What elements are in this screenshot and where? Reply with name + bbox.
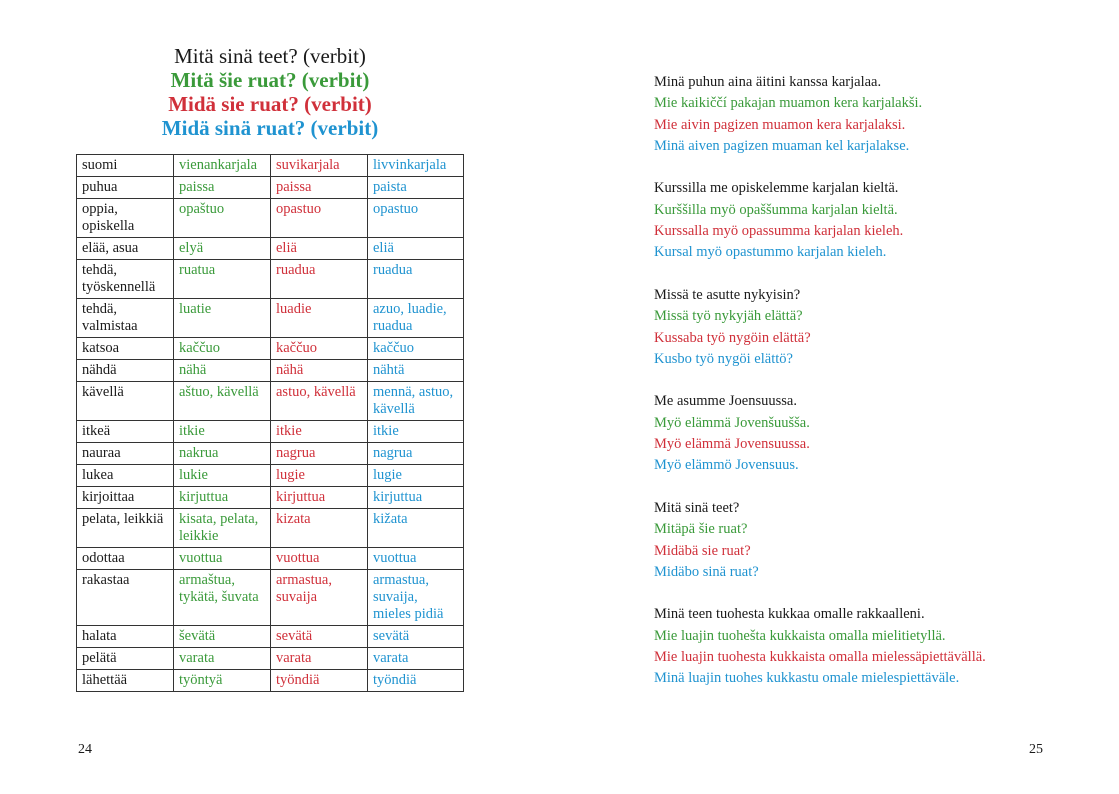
- table-row: [77, 648, 464, 670]
- cell-livvinkarjala: varata: [368, 648, 464, 670]
- cell-suomi: tehdä, valmistaa: [77, 299, 174, 338]
- sentence-finnish: Mitä sinä teet?: [654, 499, 740, 516]
- sentence-finnish: Missä te asutte nykyisin?: [654, 286, 801, 303]
- sentence-suvikarjala: Mie luajin tuohesta kukkaista omalla mielessäpiettävällä.: [654, 649, 986, 666]
- cell-suvikarjala: opastuo: [271, 199, 368, 238]
- sentence-suvikarjala: Midäbä sie ruat?: [654, 542, 751, 559]
- verb-table: [76, 154, 464, 692]
- cell-livvinkarjala: lugie: [368, 465, 464, 487]
- sentence-livvinkarjala: Minä aiven pagizen muaman kel karjalakse.: [654, 137, 910, 154]
- table-row: [77, 626, 464, 648]
- cell-vienankarjala: työntyä: [174, 670, 271, 692]
- cell-suomi: puhua: [77, 177, 174, 199]
- cell-livvinkarjala: paista: [368, 177, 464, 199]
- sentence-group: [654, 285, 1094, 370]
- header-cell-vienankarjala: vienankarjala: [174, 155, 271, 177]
- cell-livvinkarjala: azuo, luadie, ruadua: [368, 299, 464, 338]
- cell-suomi: lähettää: [77, 670, 174, 692]
- cell-vienankarjala: elyä: [174, 238, 271, 260]
- table-row: [77, 487, 464, 509]
- table-row: [77, 465, 464, 487]
- sentence-group: [654, 604, 1094, 689]
- page-number-right: 25: [1029, 742, 1043, 757]
- cell-vienankarjala: armaštua, tykätä, šuvata: [174, 570, 271, 626]
- sentence-finnish: Minä puhun aina äitini kanssa karjalaa.: [654, 74, 882, 90]
- sentence-finnish: Minä teen tuohesta kukkaa omalle rakkaalleni.: [654, 606, 925, 623]
- table-row: [77, 177, 464, 199]
- sentence-livvinkarjala: Minä luajin tuohes kukkastu omale mielespiettäväle.: [654, 670, 960, 687]
- cell-suvikarjala: nagrua: [271, 443, 368, 465]
- table-row: [77, 199, 464, 238]
- sentence-suvikarjala: Mie aivin pagizen muamon kera karjalaksi.: [654, 116, 906, 133]
- cell-vienankarjala: vuottua: [174, 548, 271, 570]
- cell-livvinkarjala: vuottua: [368, 548, 464, 570]
- table-row: [77, 421, 464, 443]
- cell-suomi: nauraa: [77, 443, 174, 465]
- cell-vienankarjala: opaštuo: [174, 199, 271, 238]
- cell-suvikarjala: armastua, suvaija: [271, 570, 368, 626]
- cell-livvinkarjala: työndiä: [368, 670, 464, 692]
- cell-vienankarjala: ruatua: [174, 260, 271, 299]
- cell-suomi: nähdä: [77, 360, 174, 382]
- table-row: [77, 260, 464, 299]
- sentence-group: [654, 72, 1094, 157]
- sentence-group: [654, 178, 1094, 263]
- cell-suomi: kävellä: [77, 382, 174, 421]
- page-titles: [75, 44, 465, 140]
- cell-suvikarjala: ruadua: [271, 260, 368, 299]
- cell-vienankarjala: ševätä: [174, 626, 271, 648]
- cell-livvinkarjala: kaččuo: [368, 338, 464, 360]
- cell-suomi: kirjoittaa: [77, 487, 174, 509]
- cell-livvinkarjala: kirjuttua: [368, 487, 464, 509]
- sentence-vienankarjala: Missä työ nykyjäh elättä?: [654, 308, 803, 325]
- cell-suvikarjala: kaččuo: [271, 338, 368, 360]
- cell-suomi: oppia, opiskella: [77, 199, 174, 238]
- sentence-vienankarjala: Mie luajin tuohešta kukkaista omalla mielitietyllä.: [654, 627, 946, 644]
- sentence-livvinkarjala: Myö elämmö Jovensuus.: [654, 457, 799, 474]
- cell-livvinkarjala: nagrua: [368, 443, 464, 465]
- title-suvikarjala: Midä sie ruat? (verbit): [168, 92, 372, 116]
- table-row: [77, 548, 464, 570]
- cell-suvikarjala: eliä: [271, 238, 368, 260]
- cell-livvinkarjala: eliä: [368, 238, 464, 260]
- sentence-suvikarjala: Kurssalla myö opassumma karjalan kieleh.: [654, 223, 904, 240]
- cell-suomi: tehdä, työskennellä: [77, 260, 174, 299]
- sentence-vienankarjala: Kurššilla myö opaššumma karjalan kieltä.: [654, 201, 898, 218]
- sentence-livvinkarjala: Kursal myö opastummo karjalan kieleh.: [654, 244, 887, 261]
- right-page: [560, 0, 1119, 794]
- header-cell-suomi: suomi: [77, 155, 174, 177]
- table-row: [77, 670, 464, 692]
- cell-vienankarjala: kisata, pelata, leikkie: [174, 509, 271, 548]
- cell-suvikarjala: varata: [271, 648, 368, 670]
- cell-suvikarjala: luadie: [271, 299, 368, 338]
- cell-vienankarjala: aštuo, kävellä: [174, 382, 271, 421]
- sentence-finnish: Me asumme Joensuussa.: [654, 393, 797, 410]
- cell-suomi: rakastaa: [77, 570, 174, 626]
- sentence-vienankarjala: Mitäpä šie ruat?: [654, 521, 748, 538]
- cell-suomi: pelata, leikkiä: [77, 509, 174, 548]
- sentence-vienankarjala: Mie kaikiččí pakajan muamon kera karjalakši.: [654, 95, 923, 112]
- cell-livvinkarjala: kižata: [368, 509, 464, 548]
- cell-livvinkarjala: armastua, suvaija, mieles pidiä: [368, 570, 464, 626]
- sentence-suvikarjala: Myö elämmä Jovensuussa.: [654, 436, 810, 453]
- sentence-livvinkarjala: Midäbo sinä ruat?: [654, 563, 759, 580]
- table-row: [77, 443, 464, 465]
- cell-livvinkarjala: sevätä: [368, 626, 464, 648]
- table-row: [77, 338, 464, 360]
- cell-suvikarjala: lugie: [271, 465, 368, 487]
- cell-vienankarjala: varata: [174, 648, 271, 670]
- cell-livvinkarjala: ruadua: [368, 260, 464, 299]
- cell-livvinkarjala: nähtä: [368, 360, 464, 382]
- cell-vienankarjala: luatie: [174, 299, 271, 338]
- cell-suomi: halata: [77, 626, 174, 648]
- sentence-vienankarjala: Myö elämmä Jovenšuušša.: [654, 414, 810, 431]
- table-row: [77, 360, 464, 382]
- sentence-finnish: Kurssilla me opiskelemme karjalan kieltä.: [654, 180, 899, 197]
- cell-suvikarjala: paissa: [271, 177, 368, 199]
- cell-vienankarjala: paissa: [174, 177, 271, 199]
- cell-suomi: itkeä: [77, 421, 174, 443]
- cell-suvikarjala: vuottua: [271, 548, 368, 570]
- sentence-suvikarjala: Kussaba työ nygöin elättä?: [654, 329, 811, 346]
- sentence-group: [654, 391, 1094, 476]
- cell-vienankarjala: kaččuo: [174, 338, 271, 360]
- sentence-group: [654, 498, 1094, 583]
- cell-suvikarjala: astuo, kävellä: [271, 382, 368, 421]
- example-sentences: [654, 72, 1094, 711]
- header-cell-livvinkarjala: livvinkarjala: [368, 155, 464, 177]
- cell-suvikarjala: työndiä: [271, 670, 368, 692]
- title-livvinkarjala: Midä sinä ruat? (verbit): [161, 116, 379, 140]
- header-cell-suvikarjala: suvikarjala: [271, 155, 368, 177]
- table-header-row: [77, 155, 464, 177]
- table-row: [77, 382, 464, 421]
- cell-suvikarjala: kirjuttua: [271, 487, 368, 509]
- title-vienankarjala: Mitä šie ruat? (verbit): [170, 68, 370, 92]
- table-row: [77, 509, 464, 548]
- cell-livvinkarjala: mennä, astuo, kävellä: [368, 382, 464, 421]
- sentence-livvinkarjala: Kusbo työ nygöi elättö?: [654, 350, 793, 367]
- table-row: [77, 299, 464, 338]
- cell-suvikarjala: kizata: [271, 509, 368, 548]
- cell-suvikarjala: itkie: [271, 421, 368, 443]
- cell-vienankarjala: nakrua: [174, 443, 271, 465]
- table-row: [77, 570, 464, 626]
- cell-vienankarjala: lukie: [174, 465, 271, 487]
- page-number-left: 24: [78, 742, 92, 757]
- cell-suomi: katsoa: [77, 338, 174, 360]
- cell-livvinkarjala: itkie: [368, 421, 464, 443]
- title-finnish: Mitä sinä teet? (verbit): [174, 44, 366, 68]
- cell-suvikarjala: nähä: [271, 360, 368, 382]
- table-row: [77, 238, 464, 260]
- cell-vienankarjala: itkie: [174, 421, 271, 443]
- cell-vienankarjala: nähä: [174, 360, 271, 382]
- cell-suomi: odottaa: [77, 548, 174, 570]
- cell-vienankarjala: kirjuttua: [174, 487, 271, 509]
- cell-suomi: elää, asua: [77, 238, 174, 260]
- cell-suomi: pelätä: [77, 648, 174, 670]
- cell-suvikarjala: sevätä: [271, 626, 368, 648]
- cell-livvinkarjala: opastuo: [368, 199, 464, 238]
- cell-suomi: lukea: [77, 465, 174, 487]
